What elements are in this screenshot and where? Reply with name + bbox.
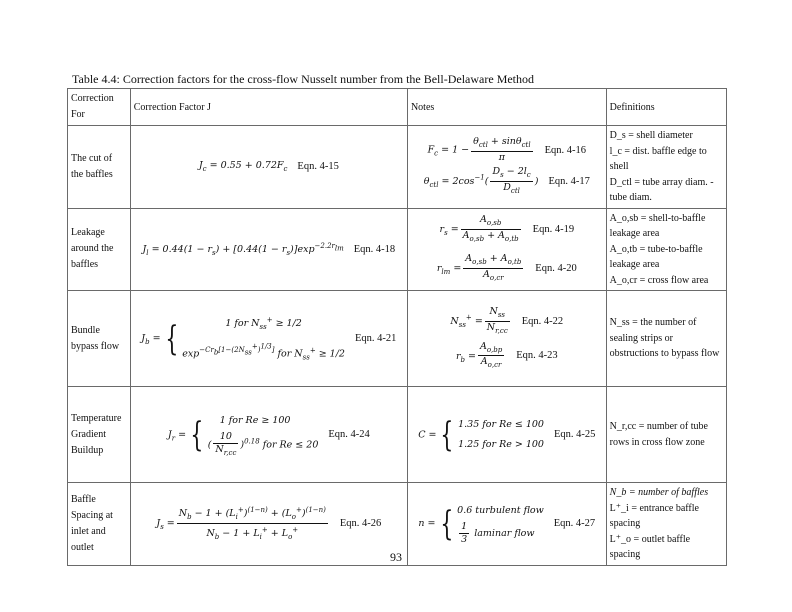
table-row	[68, 126, 727, 209]
definition: N_ss = the number of sealing strips or obstructions to bypass flow	[609, 317, 720, 360]
factor-cell	[130, 291, 407, 387]
table-header-row	[68, 89, 727, 126]
header-definitions: Definitions	[606, 89, 726, 126]
definition: N_b = number of baffles	[609, 487, 709, 498]
notes-cell	[407, 483, 606, 566]
equation: $\theta_{ctl} = 2\cos^{-1}$( $\frac{D_s - 2l_c}{D_{ctl}}$ )	[423, 166, 539, 196]
page-number: 93	[390, 550, 402, 564]
equation-number: Eqn. 4-22	[521, 315, 564, 327]
equation-number: Eqn. 4-23	[516, 350, 558, 362]
equation-number: Eqn. 4-27	[553, 518, 596, 530]
header-correction-factor: Correction Factor J	[130, 89, 407, 126]
definitions-cell	[606, 126, 726, 209]
equation-number: Eqn. 4-17	[548, 176, 590, 188]
definitions-cell	[606, 291, 726, 387]
table-caption: Table 4.4: Correction factors for the cross-flow Nusselt number from the Bell-Delaware Method	[72, 72, 535, 86]
equation: C = { 1.35 for Re ≤ 100 1.25 for Re > 100	[418, 414, 544, 455]
table-row	[68, 208, 727, 291]
notes-cell	[407, 291, 606, 387]
definition: l_c = dist. baffle edge to shell	[609, 145, 707, 172]
equation: $J_c = 0.55 + 0.72F_c$	[198, 160, 288, 174]
definition: N_r,cc = number of tube rows in cross flow zone	[609, 421, 708, 448]
equation: $J_r$ = { 1 for Re ≥ 100 ( $\frac{10}{N_{r,cc}}$ )$^{0.18}$ for Re ≤ 20	[167, 414, 319, 457]
equation: n = { 0.6 turbulent flow $\frac{1}{3}$ laminar flow	[418, 503, 544, 546]
equation: $J_s$ = $\frac{N_b - 1 + (L_i^+)^{(1-n)} + (L_o^+)^{(1-n)}}{N_b - 1 + L_i^+ + L_o^+}$	[156, 506, 326, 542]
equation: $r_s$ = $\frac{A_{o,sb}}{A_{o,sb} + A_{o,tb}}$	[439, 214, 519, 244]
header-correction-for: Correction For	[68, 89, 131, 126]
equation: $F_c = 1$ − $\frac{\theta_{ctl} + \sin\theta_{ctl}}{\pi}$	[427, 136, 531, 164]
equation-number: Eqn. 4-21	[354, 332, 397, 344]
definition: A_o,sb = shell-to-baffle leakage area	[609, 212, 706, 239]
row-label: Bundle bypass flow	[68, 291, 131, 387]
definitions-cell	[606, 387, 726, 483]
factor-cell	[130, 126, 407, 209]
notes-cell	[407, 387, 606, 483]
equation-number: Eqn. 4-18	[353, 243, 396, 255]
header-notes: Notes	[407, 89, 606, 126]
equation-number: Eqn. 4-16	[544, 144, 587, 156]
equation-number: Eqn. 4-26	[339, 518, 382, 530]
definitions-cell	[606, 483, 726, 566]
definition: L⁺_o = outlet baffle spacing	[609, 533, 691, 560]
equation-number: Eqn. 4-25	[553, 429, 596, 440]
correction-factor-table	[67, 88, 727, 566]
equation: $r_{lm}$ = $\frac{A_{o,sb} + A_{o,tb}}{A_{o,cr}}$	[436, 253, 522, 283]
factor-cell	[130, 387, 407, 483]
equation: $J_b$ = { 1 for $N_{ss}^+ \ge 1/2$ $\exp^{-Cr_b[1-(2N_{ss}^+)^{1/3}]}$ for $N_{ss}^+ \ge 1/2$	[141, 315, 345, 362]
notes-cell	[407, 208, 606, 291]
factor-cell	[130, 483, 407, 566]
equation: $r_b$ = $\frac{A_{o,bp}}{A_{o,cr}}$	[455, 340, 503, 370]
definition: L⁺_i = entrance baffle spacing	[609, 502, 699, 529]
row-label: Temperature Gradient Buildup	[68, 387, 131, 483]
equation-number: Eqn. 4-15	[297, 161, 339, 173]
definition: D_s = shell diameter	[609, 130, 693, 141]
notes-cell	[407, 126, 606, 209]
table-row	[68, 387, 727, 483]
definition: A_o,cr = cross flow area	[609, 274, 709, 286]
equation: $J_l = 0.44(1 - r_s) + [0.44(1 - r_s)]\exp^{-2.2r_{lm}}$	[142, 241, 344, 257]
definition: A_o,tb = tube-to-baffle leakage area	[609, 243, 703, 270]
definition: D_ctl = tube array diam. - tube diam.	[609, 176, 714, 203]
equation-number: Eqn. 4-19	[532, 224, 575, 236]
row-label: Leakage around the baffles	[68, 208, 131, 291]
row-label: The cut of the baffles	[68, 126, 131, 209]
equation-number: Eqn. 4-20	[535, 263, 577, 275]
table-row	[68, 291, 727, 387]
equation-number: Eqn. 4-24	[328, 428, 370, 440]
equation: $N_{ss}^+$ = $\frac{N_{ss}}{N_{r,cc}}$	[450, 305, 508, 335]
definitions-cell	[606, 208, 726, 291]
row-label: Baffle Spacing at inlet and outlet	[68, 483, 131, 566]
factor-cell	[130, 208, 407, 291]
